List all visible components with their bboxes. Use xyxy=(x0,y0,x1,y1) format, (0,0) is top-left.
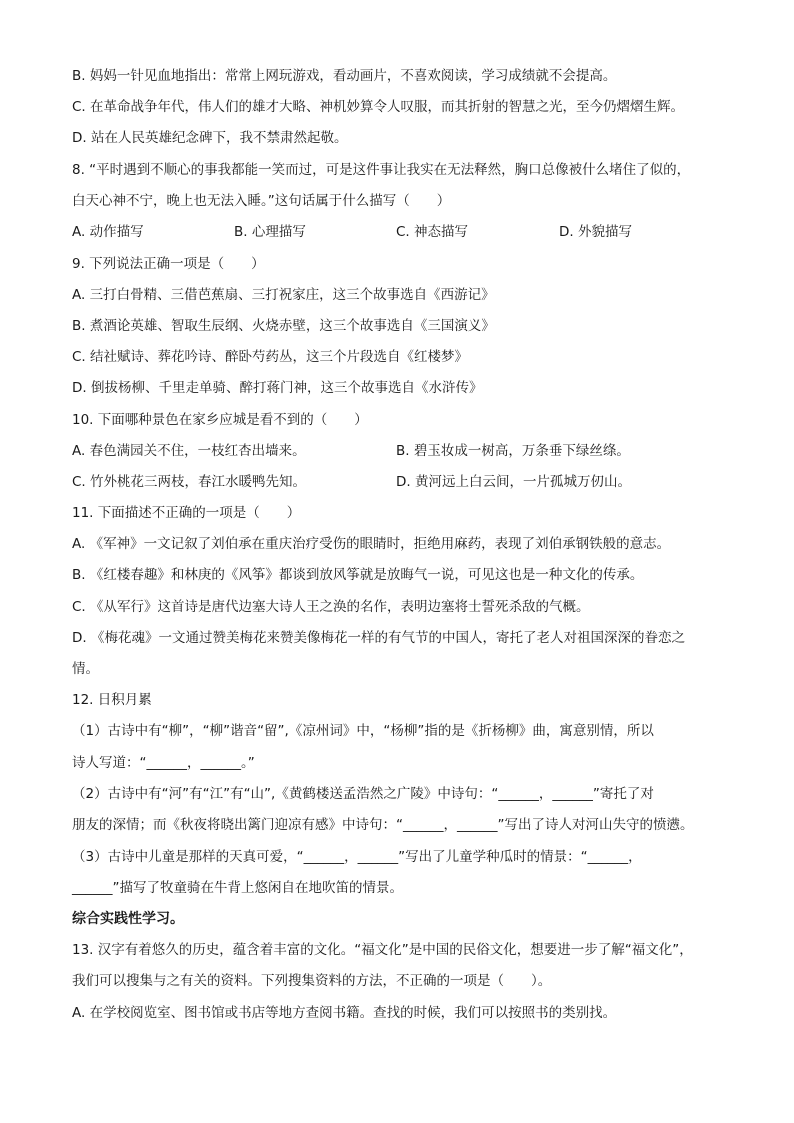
q9-option-b: B. 煮酒论英雄、智取生辰纲、火烧赤壁，这三个故事选自《三国演义》 xyxy=(72,318,495,334)
q12-part1-line1: （1）古诗中有“柳”，“柳”谐音“留”,《凉州词》中，“杨柳”指的是《折杨柳》曲，寓意别情，所以 xyxy=(72,723,654,739)
q12-part2-line1: （2）古诗中有“河”有“江”有“山”,《黄鹤楼送孟浩然之广陵》中诗句：“______，______”寄托了对 xyxy=(72,786,654,802)
q8-option-c: C. 神态描写 xyxy=(396,224,469,240)
q7-option-c: C. 在革命战争年代，伟人们的雄才大略、神机妙算令人叹服，而其折射的智慧之光，至今仍熠熠生辉。 xyxy=(72,99,685,115)
q12-part3-line1: （3）古诗中儿童是那样的天真可爱，“______，______”写出了儿童学种瓜时的情景：“______， xyxy=(72,849,642,865)
q11-option-a: A. 《军神》一文记叙了刘伯承在重庆治疗受伤的眼睛时，拒绝用麻药，表现了刘伯承钢铁般的意志。 xyxy=(72,536,671,552)
q11-stem: 11. 下面描述不正确的一项是（ ） xyxy=(72,505,301,521)
q7-option-b: B. 妈妈一针见血地指出：常常上网玩游戏，看动画片，不喜欢阅读，学习成绩就不会提高。 xyxy=(72,68,617,84)
q13-option-a: A. 在学校阅览室、图书馆或书店等地方查阅书籍。查找的时候，我们可以按照书的类别找。 xyxy=(72,1005,617,1021)
q9-option-a: A. 三打白骨精、三借芭蕉扇、三打祝家庄，这三个故事选自《西游记》 xyxy=(72,287,495,303)
q10-option-d: D. 黄河远上白云间，一片孤城万仞山。 xyxy=(396,474,631,490)
q13-stem-line2: 我们可以搜集与之有关的资料。下列搜集资料的方法，不正确的一项是（ ）。 xyxy=(72,973,552,989)
q10-option-a: A. 春色满园关不住，一枝红杏出墙来。 xyxy=(72,443,306,459)
q11-option-d-line1: D. 《梅花魂》一文通过赞美梅花来赞美像梅花一样的有气节的中国人，寄托了老人对祖国深深的眷恋之 xyxy=(72,630,685,646)
q8-option-b: B. 心理描写 xyxy=(234,224,306,240)
q9-option-d: D. 倒拔杨柳、千里走单骑、醉打蒋门神，这三个故事选自《水浒传》 xyxy=(72,380,483,396)
q8-stem-line1: 8. “平时遇到不顺心的事我都能一笑而过，可是这件事让我实在无法释然，胸口总像被什么堵住了似的， xyxy=(72,162,691,178)
q10-option-c: C. 竹外桃花三两枝，春江水暖鸭先知。 xyxy=(72,474,307,490)
q9-stem: 9. 下列说法正确一项是（ ） xyxy=(72,256,265,272)
q12-part3-line2: ______”描写了牧童骑在牛背上悠闲自在地吹笛的情景。 xyxy=(72,880,403,896)
section-heading: 综合实践性学习。 xyxy=(72,911,184,927)
q12-stem: 12. 日积月累 xyxy=(72,692,152,708)
q11-option-c: C. 《从军行》这首诗是唐代边塞大诗人王之涣的名作，表明边塞将士誓死杀敌的气概。 xyxy=(72,599,590,615)
q9-option-c: C. 结社赋诗、葬花吟诗、醉卧芍药丛，这三个片段选自《红楼梦》 xyxy=(72,349,469,365)
q8-option-d: D. 外貌描写 xyxy=(559,224,632,240)
q7-option-d: D. 站在人民英雄纪念碑下，我不禁肃然起敬。 xyxy=(72,130,348,146)
q8-stem-line2: 白天心神不宁，晚上也无法入睡。”这句话属于什么描写（ ） xyxy=(72,193,451,209)
q11-option-d-line2: 情。 xyxy=(72,661,99,677)
q12-part2-line2: 朋友的深情；而《秋夜将晓出篱门迎凉有感》中诗句：“______，______”写出了诗人对河山失守的愤懑。 xyxy=(72,817,694,833)
q10-stem: 10. 下面哪种景色在家乡应城是看不到的（ ） xyxy=(72,412,368,428)
q8-option-a: A. 动作描写 xyxy=(72,224,144,240)
q13-stem-line1: 13. 汉字有着悠久的历史，蕴含着丰富的文化。“福文化”是中国的民俗文化，想要进一步了解“福文化”， xyxy=(72,942,693,958)
q10-option-b: B. 碧玉妆成一树高，万条垂下绿丝绦。 xyxy=(396,443,630,459)
q11-option-b: B. 《红楼春趣》和林庚的《风筝》都谈到放风筝就是放晦气一说，可见这也是一种文化的传承。 xyxy=(72,567,644,583)
q12-part1-line2: 诗人写道：“______，______。” xyxy=(72,755,255,771)
